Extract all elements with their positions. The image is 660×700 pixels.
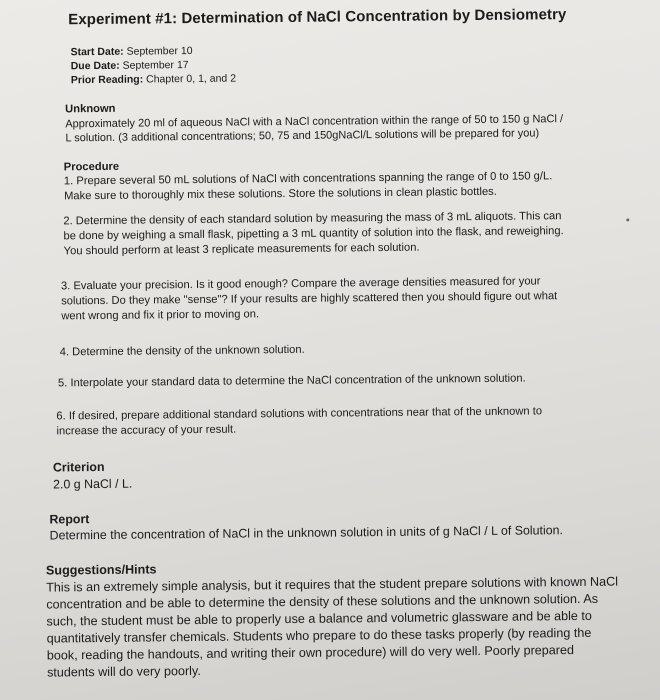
start-date-label: Start Date: (70, 45, 124, 59)
criterion-value: 2.0 g NaCl / L. (53, 476, 133, 492)
prior-reading-row (71, 72, 236, 88)
start-date-value: September 10 (126, 44, 193, 58)
step-3-line-1: 3. Evaluate your precision. Is it good enough? Compare the average densities measured for your (60, 275, 541, 293)
criterion-section (53, 459, 133, 494)
hints-section (46, 556, 647, 681)
hints-line-1: This is an extremely simple analysis, but it requires that the student prepare solutions with known NaCl (46, 574, 619, 595)
hints-line-5: book, reading the handouts, and writing their own procedure) will do very well. Poorly prepared (46, 643, 575, 663)
hints-line-2: concentration and be able to determine the density of these solutions and the unknown solution. As (46, 591, 599, 612)
procedure-step-2 (63, 209, 564, 259)
step-3-line-2: solutions. Do they make "sense"? If your results are highly scattered then you should figure out what (61, 290, 558, 308)
step-2-line-1: 2. Determine the density of each standard solution by measuring the mass of 3 mL aliquots. This can (63, 210, 562, 228)
report-heading: Report (49, 512, 90, 527)
step-1-line-2: Make sure to thoroughly mix these solutions. Store the solutions in clean plastic bottles. (63, 185, 497, 203)
procedure-heading-block (64, 160, 119, 175)
prior-reading-label: Prior Reading: (70, 73, 144, 87)
procedure-heading: Procedure (63, 160, 120, 174)
procedure-step-3 (61, 274, 558, 324)
step-4-line-1: 4. Determine the density of the unknown solution. (59, 343, 305, 359)
paper-speck (626, 218, 629, 221)
step-2-line-3: You should perform at least 3 replicate measurements for each solution. (63, 241, 420, 258)
meta-block (70, 44, 236, 88)
step-2-line-2: be done by weighing a small flask, pipetting a 3 mL quantity of solution into the flask, and reweighing. (63, 225, 564, 243)
unknown-line-2: L solution. (3 additional concentrations; 50, 75 and 150gNaCl/L solutions will be prepared for you) (65, 127, 540, 145)
unknown-line-1: Approximately 20 ml of aqueous NaCl with a NaCl concentration within the range of 50 to 150 g NaCl / (65, 112, 564, 130)
criterion-heading: Criterion (52, 459, 105, 475)
due-date-label: Due Date: (70, 59, 120, 73)
report-text: Determine the concentration of NaCl in the unknown solution in units of g NaCl / L of Solution. (49, 523, 564, 543)
prior-reading-value: Chapter 0, 1, and 2 (146, 72, 237, 86)
procedure-step-6 (56, 404, 542, 439)
unknown-section (65, 97, 563, 146)
step-6-line-1: 6. If desired, prepare additional standard solutions with concentrations near that of the unknown to (56, 405, 543, 423)
hints-heading: Suggestions/Hints (45, 562, 157, 578)
procedure-step-1 (64, 169, 553, 204)
document-title: Experiment #1: Determination of NaCl Concentration by Densiometry (68, 6, 567, 29)
procedure-step-5 (58, 372, 526, 392)
step-5-line-1: 5. Interpolate your standard data to determine the NaCl concentration of the unknown solution. (57, 372, 526, 390)
unknown-heading: Unknown (65, 102, 116, 116)
step-1-line-1: 1. Prepare several 50 mL solutions of NaCl with concentrations spanning the range of 0 to 150 g/L. (63, 170, 553, 188)
due-date-value: September 17 (122, 59, 189, 72)
hints-line-4: quantitatively transfer chemicals. Students who prepare to do these tasks properly (by reading the (46, 625, 592, 646)
report-section (49, 506, 563, 543)
hints-line-3: such, the student must be able to properly use a balance and volumetric glassware and be able to (46, 608, 592, 629)
procedure-step-4 (60, 343, 305, 361)
step-6-line-2: increase the accuracy of your result. (56, 423, 237, 438)
hints-line-6: students will do very poorly. (46, 663, 201, 680)
step-3-line-3: went wrong and fix it prior to moving on. (61, 308, 260, 323)
